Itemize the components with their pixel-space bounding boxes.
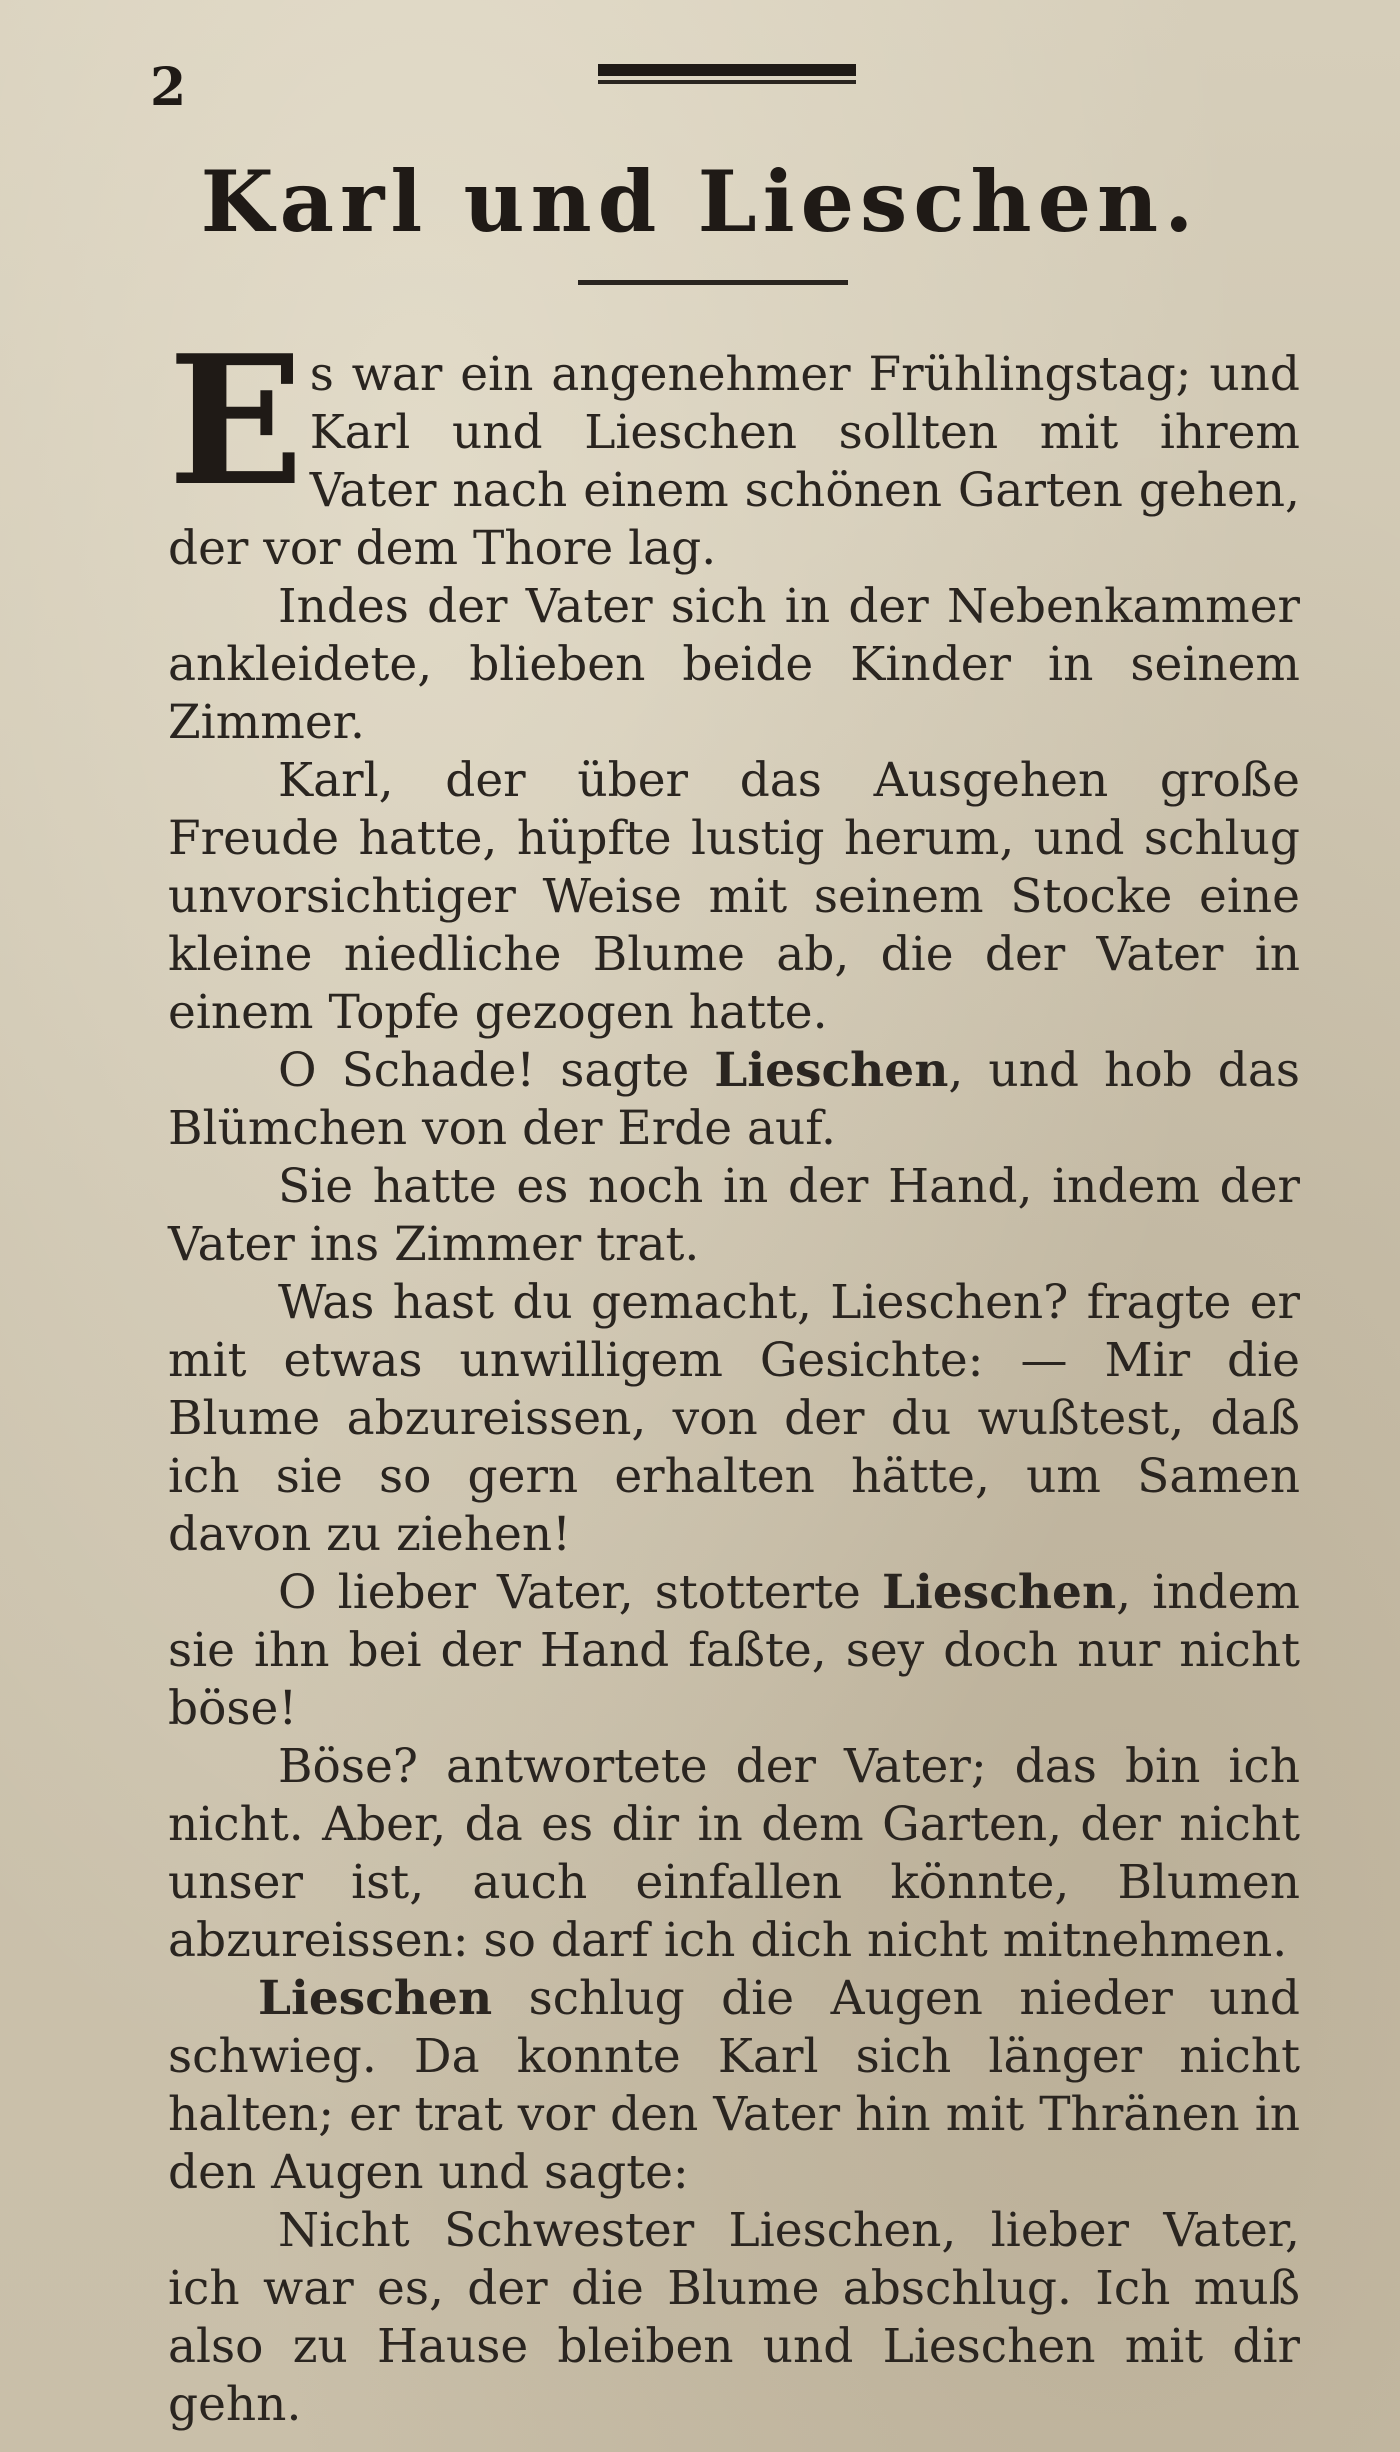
paragraph-6: Was hast du gemacht, Lieschen? fragte er mit etwas unwilligem Gesichte: — Mir die Blume abzureissen, von der du wußtest, daß ich sie so gern erhalten hätte, um Samen davon zu ziehen! xyxy=(168,1275,1300,1562)
paragraph-4 xyxy=(168,1042,1300,1158)
paragraph-7-name: Lieschen xyxy=(882,1565,1117,1620)
paragraph-7-text-a: O lieber Vater, stotterte xyxy=(278,1565,882,1620)
header-ornament-rule xyxy=(598,64,856,76)
paragraph-4-name: Lieschen xyxy=(714,1043,949,1098)
page-number: 2 xyxy=(150,57,187,118)
paragraph-4-text-a: O Schade! sagte xyxy=(278,1043,715,1098)
paragraph-9-name: Lieschen xyxy=(258,1971,493,2026)
paragraph-3: Karl, der über das Ausgehen große Freude hatte, hüpfte lustig herum, und schlug unvorsichtiger Weise mit seinem Stocke eine kleine niedliche Blume ab, die der Vater in einem Topfe gezogen hatte. xyxy=(168,753,1300,1040)
paragraph-7-text-b: , indem sie ihn bei der Hand faßte, sey doch nur nicht böse! xyxy=(168,1565,1300,1736)
paragraph-10: Nicht Schwester Lieschen, lieber Vater, ich war es, der die Blume abschlug. Ich muß also zu Hause bleiben und Lieschen mit dir gehn. xyxy=(168,2203,1300,2432)
title-divider-rule xyxy=(578,280,848,285)
paragraph-1 xyxy=(168,316,1300,578)
drop-cap: E xyxy=(168,316,304,525)
story-text xyxy=(168,316,1300,2434)
paragraph-9 xyxy=(168,1970,1300,2202)
paragraph-7 xyxy=(168,1564,1300,1738)
paragraph-8: Böse? antwortete der Vater; das bin ich nicht. Aber, da es dir in dem Garten, der nicht unser ist, auch einfallen könnte, Blumen abzureissen: so darf ich dich nicht mitnehmen. xyxy=(168,1739,1300,1968)
paragraph-9-text: schlug die Augen nieder und schwieg. Da konnte Karl sich länger nicht halten; er trat vor den Vater hin mit Thränen in den Augen und sagte: xyxy=(168,1971,1300,2200)
paragraph-5: Sie hatte es noch in der Hand, indem der Vater ins Zimmer trat. xyxy=(168,1159,1300,1272)
paragraph-1-text: s war ein angenehmer Frühlingstag; und Karl und Lieschen sollten mit ihrem Vater nach einem schönen Garten gehen, der vor dem Thore lag. xyxy=(168,347,1300,576)
paragraph-2: Indes der Vater sich in der Nebenkammer ankleidete, blieben beide Kinder in seinem Zimmer. xyxy=(168,579,1300,750)
paragraph-4-text-b: , und hob das Blümchen von der Erde auf. xyxy=(168,1043,1300,1156)
chapter-title: Karl und Lieschen. xyxy=(200,152,1200,251)
